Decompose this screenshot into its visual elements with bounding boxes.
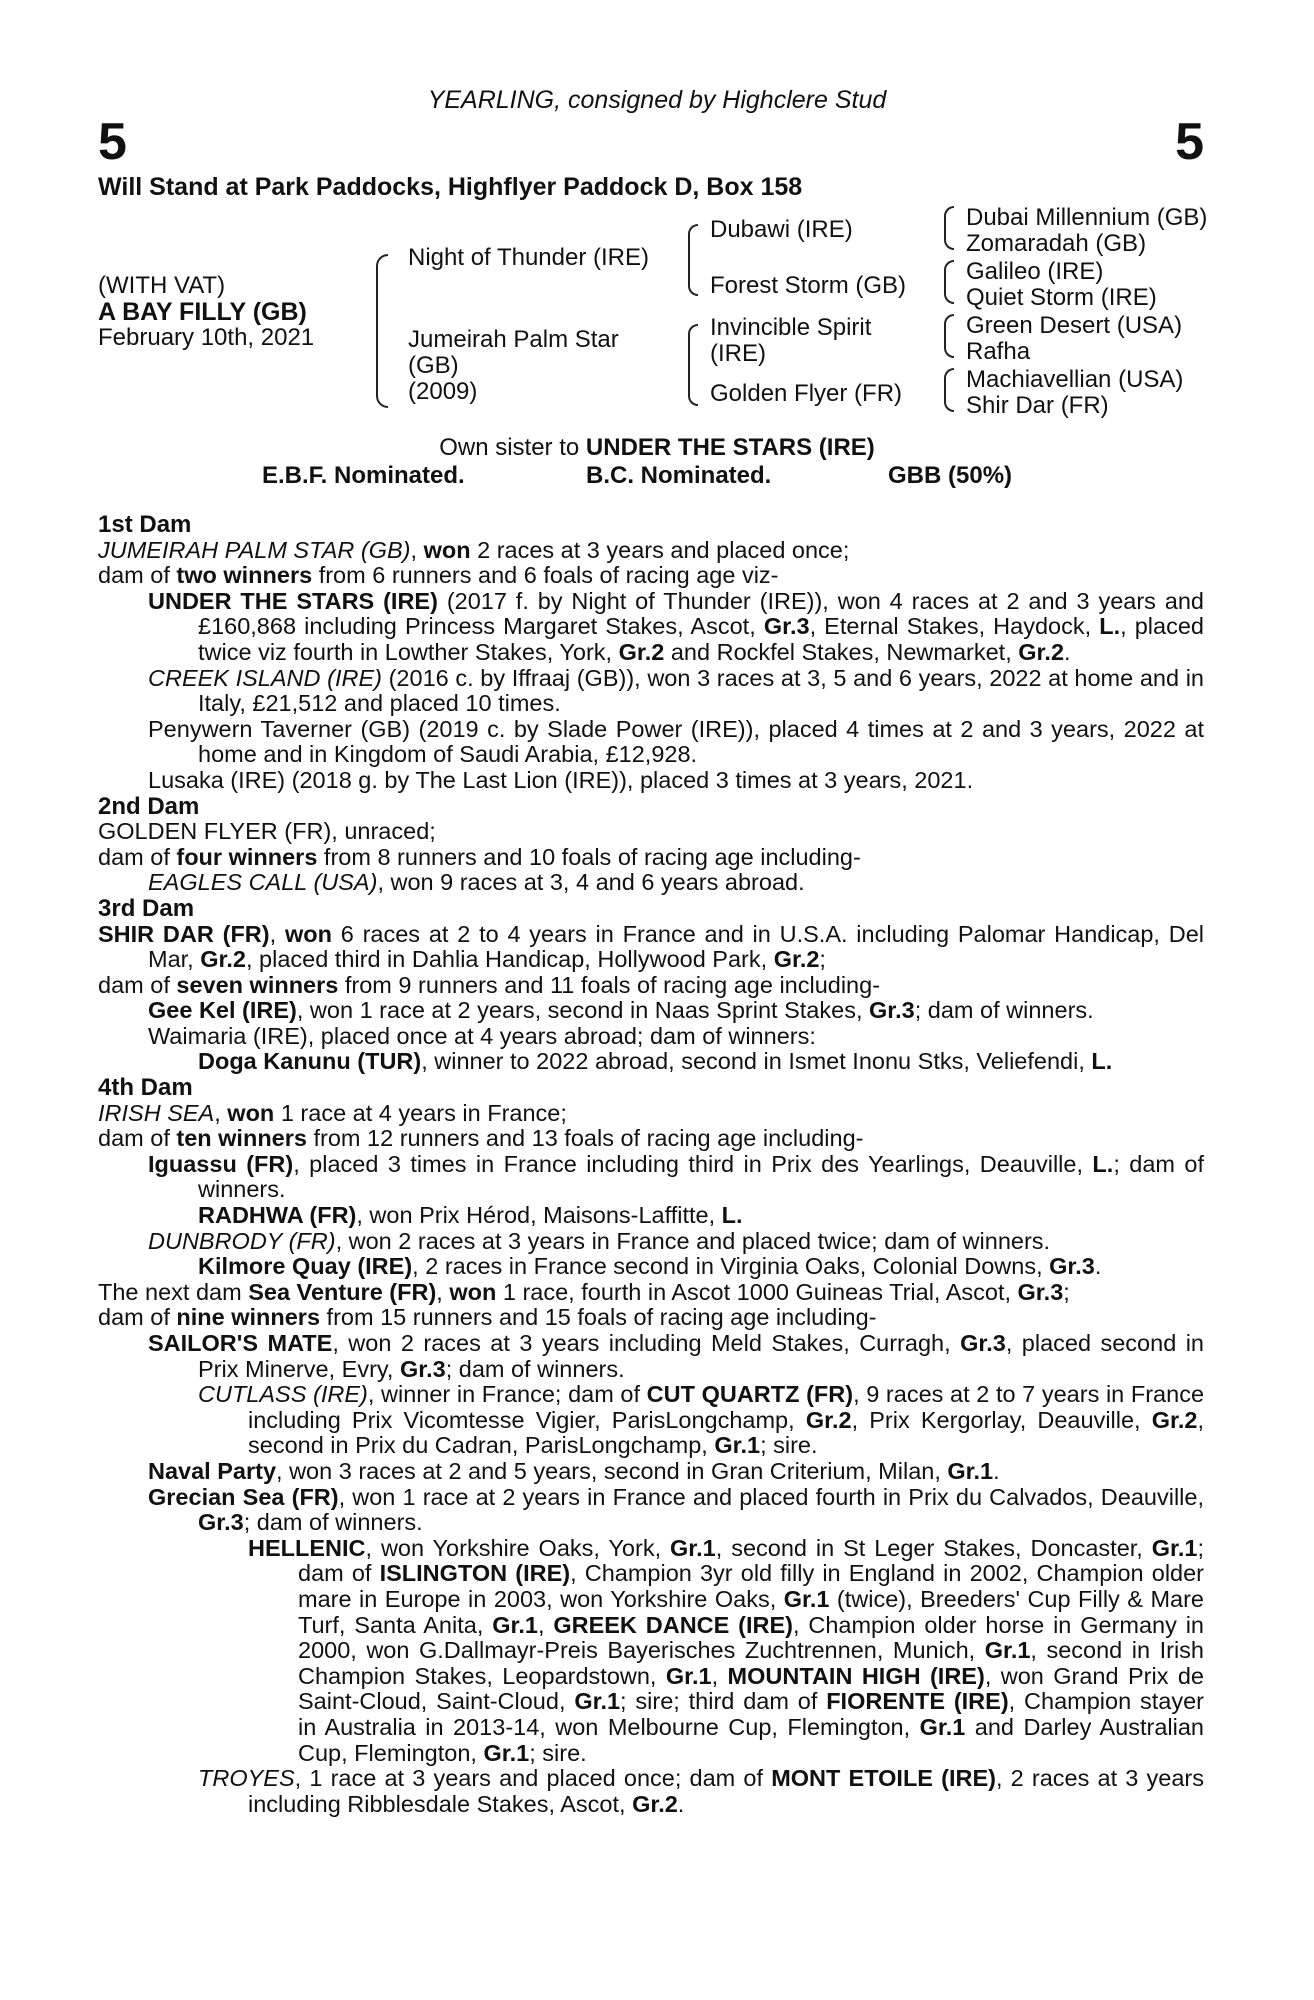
text-run: Gee Kel (IRE) (148, 997, 297, 1024)
text-run: CUT QUARTZ (FR) (646, 1381, 854, 1408)
text-run: Gr.2 (632, 1790, 678, 1817)
second-dam-heading: 2nd Dam (98, 792, 200, 820)
text-run: dam of (98, 1125, 177, 1152)
text-run: L. (1099, 613, 1121, 640)
text-run: Naval Party (148, 1457, 277, 1484)
text-run: Gr.2 (1018, 638, 1065, 665)
third-dam-record (98, 922, 1204, 973)
text-run: . (1064, 638, 1071, 665)
text-run: , 1 race at 3 years and placed once; dam of (294, 1765, 772, 1792)
text-run: ISLINGTON (IRE) (379, 1560, 571, 1587)
text-run: L. (1092, 1150, 1114, 1177)
text-run: ; dam of winners. (243, 1509, 423, 1536)
text-run: four winners (176, 843, 318, 870)
pedigree-dam-dam: Golden Flyer (FR) (710, 380, 903, 407)
text-run: ; dam of winners. (198, 1150, 1205, 1203)
pedigree-ddd: Shir Dar (FR) (966, 392, 1109, 419)
text-run: CUTLASS (IRE) (198, 1381, 368, 1408)
text-run: MONT ETOILE (IRE) (771, 1765, 996, 1792)
text-run: , won 9 races at 3, 4 and 6 years abroad. (377, 869, 805, 896)
text-run: (2016 c. by Iffraaj (GB)), won 3 races at 3, 5 and 6 years, 2022 at home and in Italy, £21,512 and placed 10 times. (198, 664, 1204, 717)
text-run: dam of (98, 562, 177, 589)
pedigree-dam-sire-line2: (IRE) (710, 340, 766, 367)
text-run: RADHWA (FR) (198, 1202, 357, 1229)
text-run: , placed third in Dahlia Handicap, Hollywood Park, (245, 946, 774, 973)
produce-gee-kel (98, 998, 1204, 1024)
text-run: , (410, 536, 424, 563)
text-run: , won 2 races at 3 years including Meld Stakes, Curragh, (332, 1330, 961, 1356)
text-run: L. (721, 1202, 743, 1229)
own-sister-prefix: Own sister to (439, 434, 586, 461)
vat-note: (WITH VAT) (98, 272, 226, 299)
text-run: Gr.3 (198, 1509, 244, 1536)
produce-iguassu (98, 1152, 1204, 1203)
foaling-date: February 10th, 2021 (98, 324, 315, 351)
lot-number-right: 5 (1175, 113, 1204, 171)
text-run: 1 race at 4 years in France; (274, 1099, 567, 1126)
text-run: dam of (98, 1304, 177, 1331)
text-run: ; dam of winners. (445, 1355, 625, 1382)
text-run: HELLENIC (248, 1534, 366, 1561)
text-run: , 2 races at 3 years including Ribblesdale Stakes, Ascot, (248, 1765, 1204, 1817)
pedigree-dds: Machiavellian (USA) (966, 366, 1184, 393)
text-run: ; dam of (298, 1534, 1204, 1587)
text-run: , won Grand Prix de Saint-Cloud, Saint-Cloud, (298, 1662, 1204, 1715)
stand-location: Will Stand at Park Paddocks, Highflyer Paddock D, Box 158 (98, 173, 803, 201)
produce-creek-island (98, 666, 1204, 717)
text-run: from 15 runners and 15 foals of racing age including- (320, 1304, 877, 1331)
catalogue-body (98, 512, 1204, 1817)
text-run: IRISH SEA (98, 1099, 215, 1126)
text-run: , placed twice viz fourth in Lowther Stakes, York, (198, 613, 1204, 665)
text-run: from 6 runners and 6 foals of racing age viz- (312, 562, 779, 589)
pedigree-sdd: Quiet Storm (IRE) (966, 284, 1157, 311)
pedigree-brace-sire (688, 224, 698, 296)
text-run: nine winners (176, 1304, 321, 1331)
text-run: Lusaka (IRE) (2018 g. by The Last Lion (IRE)), placed 3 times at 3 years, 2021. (148, 766, 974, 793)
pedigree-dam-line3: (2009) (408, 378, 478, 405)
horse-name: A BAY FILLY (GB) (98, 298, 307, 326)
text-run: Gr.1 (984, 1637, 1031, 1664)
text-run: JUMEIRAH PALM STAR (GB) (98, 536, 411, 563)
text-run: from 8 runners and 10 foals of racing age including- (317, 843, 861, 870)
text-run: MOUNTAIN HIGH (IRE) (727, 1662, 985, 1689)
text-run: Gr.1 (670, 1534, 716, 1561)
text-run: , winner in France; dam of (367, 1381, 647, 1408)
pedigree-sire-sire: Dubawi (IRE) (710, 216, 853, 243)
text-run: , won 1 race at 2 years in France and placed fourth in Prix du Calvados, Deauville, (338, 1483, 1204, 1510)
text-run: Grecian Sea (FR) (148, 1483, 339, 1510)
pedigree-dam-line2: (GB) (408, 352, 459, 379)
produce-penywern-taverner (98, 717, 1204, 768)
text-run: (twice), Breeders' Cup Filly & Mare Turf, Santa Anita, (298, 1585, 1204, 1638)
lot-number-left: 5 (98, 113, 127, 171)
text-run: , placed second in Prix Minerve, Evry, (198, 1330, 1205, 1382)
text-run: 1 race, fourth in Ascot 1000 Guineas Trial, Ascot, (496, 1278, 1018, 1305)
gbb-status: GBB (50%) (888, 462, 1013, 489)
text-run: and Rockfel Stakes, Newmarket, (664, 638, 1019, 665)
text-run: , winner to 2022 abroad, second in Ismet Inonu Stks, Veliefendi, (421, 1048, 1092, 1075)
pedigree-brace-ss (944, 206, 954, 250)
text-run: Iguassu (FR) (148, 1150, 294, 1177)
bc-nomination: B.C. Nominated. (586, 462, 772, 489)
produce-waimaria (98, 1024, 1204, 1050)
text-run: Gr.1 (665, 1662, 712, 1689)
text-run: Gr.1 (783, 1585, 830, 1612)
text-run: from 12 runners and 13 foals of racing age including- (306, 1125, 864, 1152)
text-run: FIORENTE (IRE) (826, 1688, 1009, 1715)
text-run: Penywern Taverner (GB) (2019 c. by Slade Power (IRE)), placed 4 times at 2 and 3 years, 2022 at home and in Kingdom of Saudi Arabia, £12,928. (148, 715, 1204, 768)
produce-dunbrody (98, 1229, 1204, 1255)
text-run: , (214, 1099, 228, 1126)
text-run: The next dam (98, 1278, 249, 1305)
text-run: Gr.2 (805, 1406, 852, 1433)
text-run: seven winners (176, 971, 339, 998)
text-run: , won 3 races at 2 and 5 years, second in Gran Criterium, Milan, (276, 1457, 948, 1484)
text-run: dam of (98, 843, 177, 870)
first-dam-heading: 1st Dam (98, 511, 192, 538)
produce-radhwa (98, 1203, 1204, 1229)
text-run: Gr.3 (1049, 1253, 1095, 1280)
text-run: ; sire; third dam of (620, 1688, 827, 1715)
pedigree-dsd: Rafha (966, 338, 1031, 365)
text-run: , won Prix Hérod, Maisons-Laffitte, (356, 1202, 722, 1229)
text-run: , Champion older horse in Germany in 2000, won G.Dallmayr-Preis Bayerisches Zuchtrennen, Munich, (298, 1611, 1204, 1664)
text-run: won (423, 536, 471, 563)
text-run: , second in Prix du Cadran, ParisLongchamp, (248, 1406, 1205, 1459)
text-run: ; sire. (529, 1739, 587, 1766)
text-run: Gr.3 (1017, 1278, 1064, 1305)
second-dam-produce-summary (98, 845, 1204, 871)
first-dam-record (98, 538, 1204, 564)
next-dam-record (98, 1280, 1204, 1306)
produce-doga-kanunu (98, 1049, 1204, 1075)
produce-naval-party (98, 1459, 1204, 1485)
text-run: DUNBRODY (FR) (148, 1227, 336, 1254)
text-run: , Champion stayer in Australia in 2013-14, won Melbourne Cup, Flemington, (298, 1688, 1204, 1740)
produce-grecian-sea (98, 1485, 1204, 1536)
text-run: CREEK ISLAND (IRE) (148, 664, 382, 691)
text-run: ; (1063, 1278, 1070, 1305)
text-run: won (449, 1278, 497, 1305)
text-run: Gr.2 (773, 946, 820, 973)
text-run: and Darley Australian Cup, Flemington, (298, 1713, 1204, 1766)
produce-eagles-call (98, 870, 1204, 896)
pedigree-dam-line1: Jumeirah Palm Star (408, 326, 619, 353)
text-run: won (227, 1099, 275, 1126)
ebf-nomination: E.B.F. Nominated. (262, 462, 465, 489)
produce-hellenic (98, 1536, 1204, 1766)
text-run: SAILOR'S MATE (148, 1330, 333, 1356)
text-run: dam of (98, 971, 177, 998)
produce-cutlass (98, 1382, 1204, 1459)
text-run: , placed 3 times in France including third in Prix des Yearlings, Deauville, (293, 1150, 1093, 1177)
text-run: Gr.1 (1151, 1534, 1198, 1561)
text-run: , Eternal Stakes, Haydock, (809, 613, 1100, 640)
pedigree-sire-dam: Forest Storm (GB) (710, 272, 907, 299)
text-run: Gr.1 (714, 1432, 761, 1459)
text-run: Gr.1 (492, 1611, 538, 1638)
text-run: , (436, 1278, 450, 1305)
text-run: , 2 races in France second in Virginia Oaks, Colonial Downs, (412, 1253, 1050, 1280)
next-dam-produce-summary (98, 1305, 1204, 1331)
text-run: , Prix Kergorlay, Deauville, (851, 1406, 1152, 1433)
text-run: Gr.2 (618, 638, 665, 665)
own-sister-line (0, 434, 1314, 462)
text-run: ; (819, 946, 826, 973)
text-run: two winners (176, 562, 313, 589)
third-dam-heading: 3rd Dam (98, 894, 195, 922)
pedigree-brace-sd (944, 260, 954, 304)
first-dam-produce-summary (98, 563, 1204, 589)
text-run: Gr.1 (919, 1713, 966, 1740)
text-run: Gr.1 (483, 1739, 530, 1766)
pedigree-ssd: Zomaradah (GB) (966, 230, 1147, 257)
produce-troyes (98, 1766, 1204, 1817)
pedigree-brace-dd (944, 368, 954, 412)
text-run: . (1094, 1253, 1102, 1280)
text-run: ten winners (176, 1125, 307, 1152)
text-run: , Champion 3yr old filly in England in 2002, Champion older mare in Europe in 2003, won Yorkshire Oaks, (298, 1560, 1205, 1612)
produce-lusaka (98, 768, 1204, 794)
pedigree-sss: Dubai Millennium (GB) (966, 204, 1208, 231)
text-run: Gr.1 (574, 1688, 621, 1715)
text-run: UNDER THE STARS (IRE) (148, 587, 438, 614)
text-run: Waimaria (IRE), placed once at 4 years abroad; dam of winners: (148, 1022, 816, 1049)
text-run: ; dam of winners. (914, 997, 1094, 1024)
pedigree-dss: Green Desert (USA) (966, 312, 1183, 339)
text-run: Gr.3 (960, 1330, 1006, 1356)
text-run: Gr.3 (763, 613, 810, 640)
text-run: 6 races at 2 to 4 years in France and in U.S.A. including Palomar Handicap, Del Mar, (148, 920, 1205, 973)
produce-sailors-mate (98, 1331, 1204, 1382)
text-run: , won Yorkshire Oaks, York, (365, 1534, 671, 1561)
text-run: GOLDEN FLYER (FR), unraced; (98, 818, 436, 845)
consignment-header: YEARLING, consigned by Highclere Stud (427, 86, 887, 114)
own-sister-name: UNDER THE STARS (IRE) (585, 434, 875, 461)
text-run: Gr.3 (869, 997, 915, 1024)
text-run: , (711, 1662, 728, 1689)
text-run: SHIR DAR (FR) (98, 920, 270, 947)
produce-under-the-stars (98, 589, 1204, 666)
text-run: won (284, 920, 332, 947)
text-run: Gr.3 (399, 1355, 446, 1382)
pedigree-brace-dam (688, 324, 698, 406)
text-run: , 9 races at 2 to 7 years in France including Prix Vicomtesse Vigier, ParisLongchamp, (248, 1381, 1205, 1433)
second-dam-record (98, 819, 1204, 845)
text-run: , won 1 race at 2 years, second in Naas Sprint Stakes, (296, 997, 869, 1024)
text-run: EAGLES CALL (USA) (148, 869, 378, 896)
text-run: ; sire. (760, 1432, 818, 1459)
text-run: , second in Irish Champion Stakes, Leopardstown, (298, 1637, 1204, 1689)
text-run: TROYES (198, 1765, 295, 1792)
text-run: Gr.2 (1151, 1406, 1198, 1433)
text-run: Gr.1 (947, 1457, 994, 1484)
text-run: from 9 runners and 11 foals of racing age including- (338, 971, 881, 998)
third-dam-produce-summary (98, 973, 1204, 999)
pedigree-sire: Night of Thunder (IRE) (408, 244, 649, 271)
text-run: GREEK DANCE (IRE) (553, 1611, 793, 1638)
pedigree-dam-sire-line1: Invincible Spirit (710, 314, 872, 341)
text-run: Gr.2 (200, 946, 246, 973)
pedigree-sds: Galileo (IRE) (966, 258, 1104, 285)
pedigree-brace-gen1 (376, 254, 388, 408)
fourth-dam-record (98, 1101, 1204, 1127)
fourth-dam-produce-summary (98, 1126, 1204, 1152)
text-run: Doga Kanunu (TUR) (198, 1048, 422, 1075)
text-run: (2017 f. by Night of Thunder (IRE)), won 4 races at 2 and 3 years and £160,868 including Princess Margaret Stakes, Ascot, (198, 587, 1204, 640)
text-run: 2 races at 3 years and placed once; (470, 536, 850, 563)
text-run: , (269, 920, 285, 947)
fourth-dam-heading: 4th Dam (98, 1074, 193, 1102)
pedigree-brace-ds (944, 314, 954, 358)
text-run: Sea Venture (FR) (248, 1278, 437, 1305)
text-run: , won 2 races at 3 years in France and placed twice; dam of winners. (335, 1227, 1051, 1254)
text-run: L. (1091, 1048, 1113, 1075)
text-run: , second in St Leger Stakes, Doncaster, (715, 1534, 1152, 1561)
text-run: . (993, 1457, 1000, 1484)
text-run: , (537, 1611, 554, 1638)
text-run: Kilmore Quay (IRE) (198, 1253, 413, 1280)
text-run: . (677, 1790, 685, 1817)
produce-kilmore-quay (98, 1254, 1204, 1280)
